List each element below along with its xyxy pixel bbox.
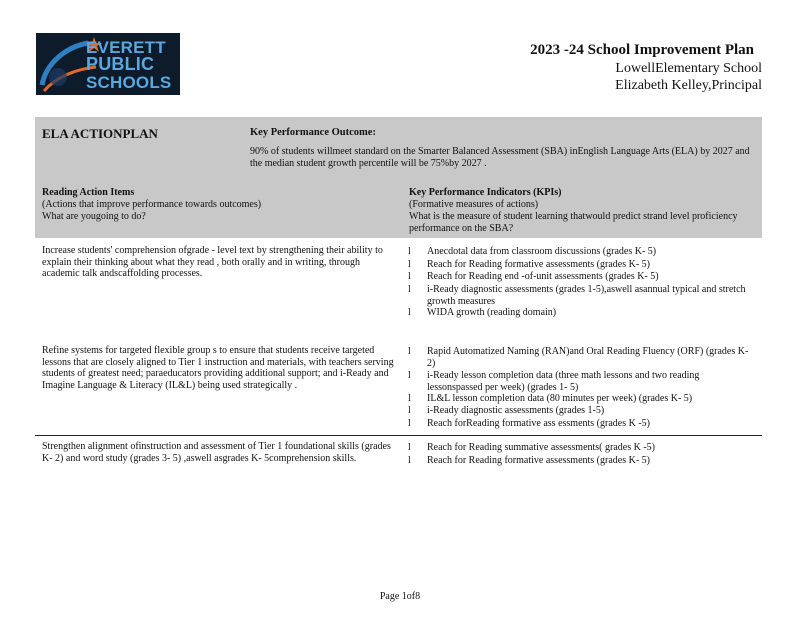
left-column-header xyxy=(42,187,392,223)
kpi-item xyxy=(408,346,753,369)
action-item: Strengthen alignment ofinstruction and assessment of Tier 1 foundational skills (grades K- 2) and word study (grades 3- 5) ,aswell asgrades K- 5comprehension skills. xyxy=(42,441,391,464)
kpi-text: Reach for Reading summative assessments( grades K -5) xyxy=(427,442,655,453)
row-divider xyxy=(35,435,762,436)
district-logo xyxy=(36,33,180,95)
bullet-icon: l xyxy=(408,405,411,416)
action-item: Refine systems for targeted flexible group s to ensure that students receive targeted lessons that are closely aligned to Tier 1 instruction and materials, with teachers serving students of greatest need; paraeducators providing additional support; and i-Ready and Imagine Language & Literacy (IL&L) being used strategically . xyxy=(42,345,394,391)
kpi-text: Reach forReading formative ass essments (grades K -5) xyxy=(427,418,650,429)
left-header-line2: What are yougoing to do? xyxy=(42,211,146,222)
kpi-item xyxy=(408,405,753,417)
kpi-item xyxy=(408,370,753,393)
kpi-text: i-Ready diagnostic assessments (grades 1-5) xyxy=(427,405,605,416)
plan-title: ELA ACTIONPLAN xyxy=(42,126,158,141)
kpi-text: Reach for Reading formative assessments (grades K- 5) xyxy=(427,455,650,466)
logo-line-1: EVERETT xyxy=(86,38,166,57)
right-header-line2: What is the measure of student learning thatwould predict strand level proficiency performance on the SBA? xyxy=(409,211,738,234)
kpi-text: WIDA growth (reading domain) xyxy=(427,307,557,318)
bullet-icon: l xyxy=(408,393,411,404)
bullet-icon: l xyxy=(408,271,411,282)
right-column-header xyxy=(409,187,754,235)
kpi-item xyxy=(408,259,753,271)
kpi-item xyxy=(408,246,753,258)
document-title: 2023 -24 School Improvement Plan xyxy=(530,42,754,58)
kpi-item xyxy=(408,284,753,307)
kpi-item xyxy=(408,393,753,405)
kpo-label: Key Performance Outcome: xyxy=(250,127,376,138)
left-header-title: Reading Action Items xyxy=(42,187,135,198)
kpi-text: Reach for Reading end -of-unit assessments (grades K- 5) xyxy=(427,271,659,282)
kpi-text: Anecdotal data from classroom discussions (grades K- 5) xyxy=(427,246,657,257)
bullet-icon: l xyxy=(408,307,411,318)
bullet-icon: l xyxy=(408,284,411,295)
page-number: Page 1of8 xyxy=(379,591,421,602)
kpo-text: 90% of students willmeet standard on the Smarter Balanced Assessment (SBA) inEnglish Language Arts (ELA) by 2027 and the median student growth percentile will be 75%by 2027 . xyxy=(250,146,750,169)
bullet-icon: l xyxy=(408,259,411,270)
kpi-text: Rapid Automatized Naming (RAN)and Oral Reading Fluency (ORF) (grades K- 2) xyxy=(427,346,749,369)
action-item: Increase students' comprehension ofgrade - level text by strengthening their ability to explain their thinking about what they read , both orally and in writing, through academic talk andscaffolding processes. xyxy=(42,245,383,279)
kpi-text: i-Ready diagnostic assessments (grades 1-5),aswell asannual typical and stretch growth measures xyxy=(427,284,746,307)
kpi-item xyxy=(408,307,753,319)
bullet-icon: l xyxy=(408,246,411,257)
logo-line-2: PUBLIC xyxy=(86,54,155,74)
bullet-icon: l xyxy=(408,346,411,357)
principal-name: Elizabeth Kelley,Principal xyxy=(615,78,762,93)
bullet-icon: l xyxy=(408,370,411,381)
kpi-item xyxy=(408,271,753,283)
right-header-title: Key Performance Indicators (KPIs) xyxy=(409,187,562,198)
kpi-item xyxy=(408,442,753,454)
right-header-line1: (Formative measures of actions) xyxy=(409,199,539,210)
bullet-icon: l xyxy=(408,442,411,453)
bullet-icon: l xyxy=(408,418,411,429)
school-name: LowellElementary School xyxy=(615,61,762,76)
kpi-item xyxy=(408,418,753,430)
kpi-text: Reach for Reading formative assessments (grades K- 5) xyxy=(427,259,650,270)
left-header-line1: (Actions that improve performance towards outcomes) xyxy=(42,199,262,210)
kpi-text: IL&L lesson completion data (80 minutes per week) (grades K- 5) xyxy=(427,393,693,404)
logo-line-3: SCHOOLS xyxy=(86,73,172,92)
bullet-icon: l xyxy=(408,455,411,466)
kpi-item xyxy=(408,455,753,467)
kpi-text: i-Ready lesson completion data (three math lessons and two reading lessonspassed per week) (grades 1- 5) xyxy=(427,370,700,393)
